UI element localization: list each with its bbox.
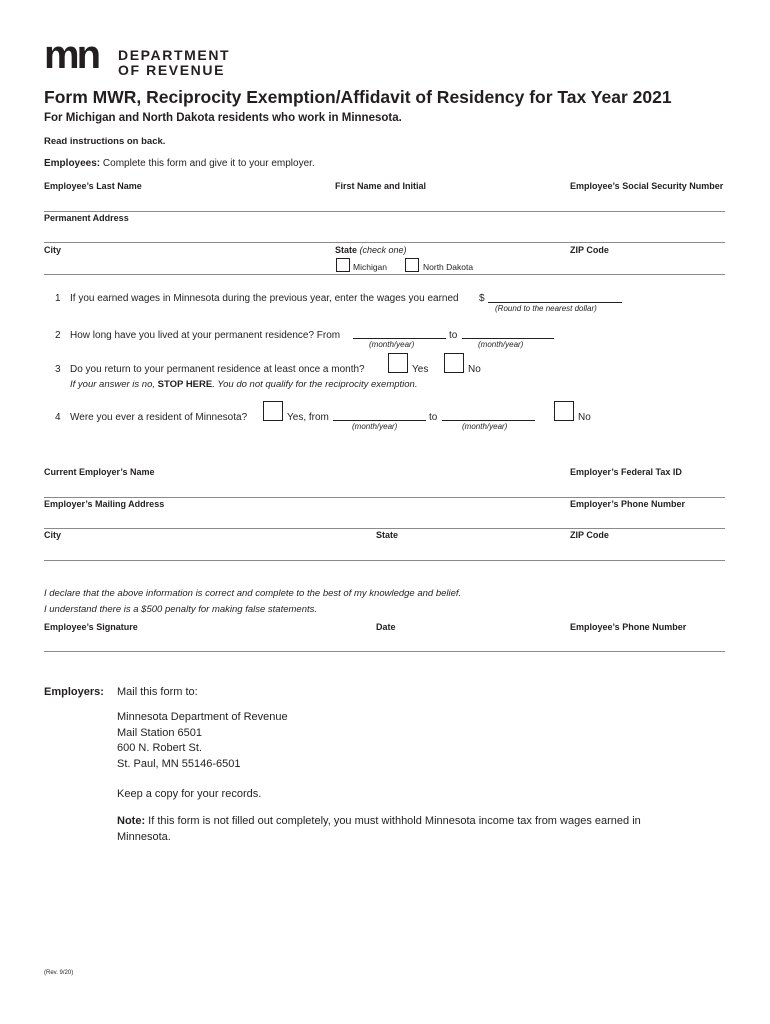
q2-to-input[interactable] [462,338,554,339]
label-employer-tax-id: Employer’s Federal Tax ID [570,467,682,477]
revision-date: (Rev. 9/20) [44,970,74,976]
q3-yes-label: Yes [412,364,429,375]
q4-no-checkbox[interactable] [554,401,574,421]
field-line-employer-address[interactable] [44,528,725,529]
q3-note-pre: If your answer is no, [70,379,156,390]
label-last-name: Employee’s Last Name [44,181,142,191]
q4-hint-to: (month/year) [462,422,508,431]
label-michigan: Michigan [353,262,388,272]
label-employee-phone: Employee’s Phone Number [570,622,687,632]
keep-copy: Keep a copy for your records. [117,788,262,800]
q1-currency: $ [479,293,485,304]
employers-mail-text: Mail this form to: [117,686,198,698]
q2-hint-from: (month/year) [369,340,415,349]
address-line: St. Paul, MN 55146-6501 [117,757,241,770]
state-hint: (check one) [359,245,407,255]
label-first-name: First Name and Initial [335,181,427,191]
field-line-employer-city[interactable] [44,560,725,561]
mail-address [117,710,288,772]
label-permanent-address: Permanent Address [44,213,129,223]
label-zip: ZIP Code [570,245,609,255]
q3-note-bold: STOP HERE [157,379,213,390]
q3-text: Do you return to your permanent residence at least once a month? [70,364,365,375]
q4-hint-from: (month/year) [352,422,398,431]
logo-dept-line2: OF REVENUE [118,62,226,78]
form-subtitle: For Michigan and North Dakota residents who work in Minnesota. [44,112,402,124]
q2-hint-to: (month/year) [478,340,524,349]
q1-hint: (Round to the nearest dollar) [495,304,597,313]
q4-from-input[interactable] [333,420,426,421]
q4-yes-from: Yes, from [287,412,329,423]
field-line-signature[interactable] [44,651,725,652]
label-employer-phone: Employer’s Phone Number [570,499,686,509]
form-title: Form MWR, Reciprocity Exemption/Affidavit of Residency for Tax Year 2021 [44,87,672,107]
label-employer-address: Employer’s Mailing Address [44,499,165,509]
employees-label: Employees: [44,158,101,169]
q2-text: How long have you lived at your permanent residence? From [70,330,341,341]
state-label-text: State [335,245,358,255]
declaration-line2: I understand there is a $500 penalty for making false statements. [44,604,318,615]
label-north-dakota: North Dakota [423,262,474,272]
q3-no-label: No [468,364,481,375]
note-text: If this form is not filled out completely, you must withhold Minnesota income tax from wages earned in [148,815,641,827]
q4-text: Were you ever a resident of Minnesota? [70,412,248,423]
logo-dept-line1: DEPARTMENT [118,47,231,63]
checkbox-north-dakota[interactable] [405,258,419,272]
label-city: City [44,245,62,255]
logo-mark: mn [44,33,98,77]
employees-text: Complete this form and give it to your employer. [102,158,315,169]
label-signature: Employee’s Signature [44,622,138,632]
q2-from-input[interactable] [353,338,446,339]
employees-instruction [44,158,315,169]
note-text-2: Minnesota. [117,830,171,843]
label-employer-name: Current Employer’s Name [44,467,155,477]
q3-no-checkbox[interactable] [444,353,464,373]
q3-yes-checkbox[interactable] [388,353,408,373]
q1-wages-input[interactable] [488,302,622,303]
field-line-employer-name[interactable] [44,497,725,498]
q1-number: 1 [55,293,61,304]
label-employer-state: State [376,530,399,540]
q2-to: to [449,330,458,341]
label-employer-zip: ZIP Code [570,530,609,540]
employers-note [117,814,727,845]
label-state [335,245,407,255]
label-date: Date [376,622,396,632]
q2-number: 2 [55,330,61,341]
q4-to: to [429,412,438,423]
q4-number: 4 [55,412,61,423]
field-line-city[interactable] [44,274,725,275]
label-employer-city: City [44,530,62,540]
q4-no-label: No [578,412,591,423]
read-instructions: Read instructions on back. [44,136,166,147]
q3-number: 3 [55,364,61,375]
q4-yes-checkbox[interactable] [263,401,283,421]
note-label: Note: [117,815,146,827]
checkbox-michigan[interactable] [336,258,350,272]
declaration-line1: I declare that the above information is correct and complete to the best of my knowledge and belief. [44,588,462,599]
address-line: Mail Station 6501 [117,726,202,739]
address-line: Minnesota Department of Revenue [117,711,288,723]
q4-to-input[interactable] [442,420,535,421]
field-line-name[interactable] [44,211,725,212]
label-ssn: Employee’s Social Security Number [570,181,724,191]
q1-text: If you earned wages in Minnesota during the previous year, enter the wages you earned [70,293,459,304]
q3-note-post: . You do not qualify for the reciprocity exemption. [212,379,418,390]
logo [44,33,244,79]
field-line-address[interactable] [44,242,725,243]
employers-label: Employers: [44,686,104,698]
q3-note [70,379,417,390]
address-line: 600 N. Robert St. [117,742,202,754]
